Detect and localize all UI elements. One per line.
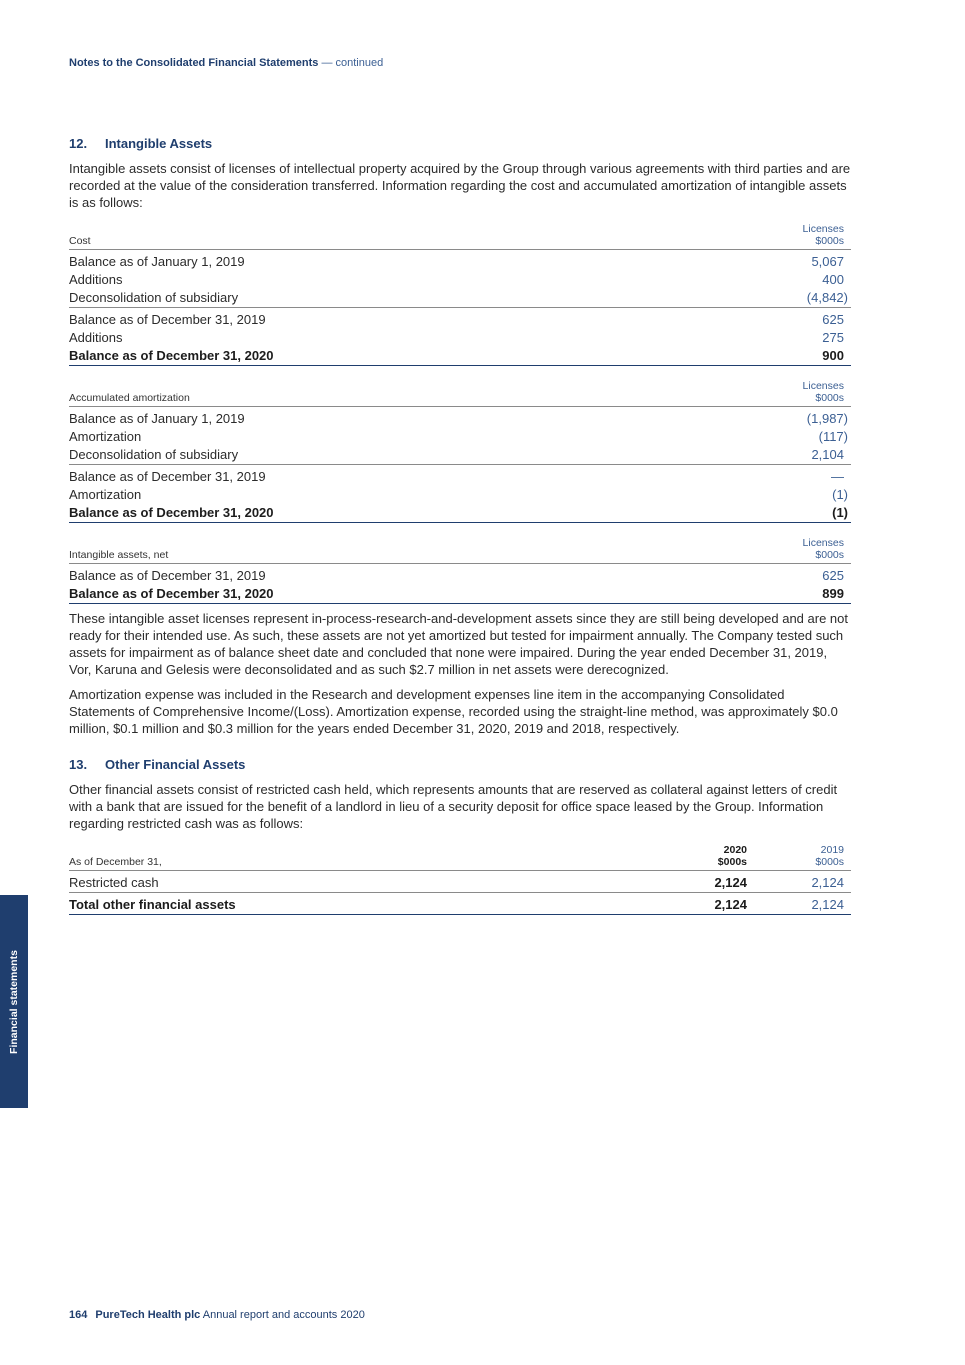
table-row: Balance as of December 31, 2019 625 <box>69 568 844 583</box>
table-row: Additions 400 <box>69 272 844 287</box>
table-row: Balance as of December 31, 2019 — <box>69 469 844 484</box>
running-header <box>69 57 383 69</box>
page-number: 164 <box>69 1309 88 1321</box>
table-row: Balance as of January 1, 2019 5,067 <box>69 254 844 269</box>
table-row: Deconsolidation of subsidiary 2,104 <box>69 446 851 465</box>
section-12-paragraph-1: These intangible asset licenses represent in-process-research-and-development assets since they are still being developed and are not ready for their intended use. As such, these assets are not yet amortized but tested for impairment annually. The Company tested such assets for impairment as of balance sheet date and concluded that none were impaired. During the year ended December 31, 2019, Vor, Karuna and Gelesis were deconsolidated and as such $2.7 million in net assets were derecognized. <box>69 611 848 677</box>
amortization-label: Accumulated amortization <box>69 376 754 407</box>
net-label: Intangible assets, net <box>69 533 754 564</box>
section-13-heading <box>69 757 851 772</box>
table-row: Amortization (117) <box>69 429 848 444</box>
section-13-title: Other Financial Assets <box>105 757 246 772</box>
side-tab-label: Financial statements <box>8 949 20 1054</box>
table-row: Amortization (1) <box>69 487 848 502</box>
table-row: Balance as of December 31, 2019 625 <box>69 312 844 327</box>
page-footer <box>69 1309 365 1321</box>
table-total-row: Balance as of December 31, 2020 900 <box>69 347 851 366</box>
table-total-row: Balance as of December 31, 2020 899 <box>69 585 851 604</box>
table-total-row: Total other financial assets 2,124 2,124 <box>69 893 851 915</box>
table-header <box>69 533 851 564</box>
page-content <box>69 136 851 915</box>
cost-label: Cost <box>69 219 754 250</box>
section-12-intro: Intangible assets consist of licenses of intellectual property acquired by the Group through various agreements with third parties and are recorded at the value of the consideration transferred. Information regarding the cost and accumulated amortization of intangible assets is as follows: <box>69 161 851 210</box>
column-header: Licenses $000s <box>754 533 851 564</box>
net-intangibles-table <box>69 533 851 604</box>
other-financial-assets-table <box>69 840 851 915</box>
header-suffix: — continued <box>321 57 384 69</box>
table-row: Deconsolidation of subsidiary (4,842) <box>69 289 851 308</box>
table-header <box>69 840 851 871</box>
column-header: Licenses $000s <box>754 219 851 250</box>
header-title: Notes to the Consolidated Financial Statements <box>69 57 319 69</box>
table-total-row: Balance as of December 31, 2020 (1) <box>69 504 851 523</box>
section-12-number: 12. <box>69 136 88 151</box>
section-13-intro: Other financial assets consist of restricted cash held, which represents amounts that are reserved as collateral against letters of credit with a bank that are issued for the benefit of a landlord in lieu of a security deposit for office space leased by the Group. Information regarding restricted cash was as follows: <box>69 782 838 831</box>
section-side-tab[interactable] <box>0 895 28 1108</box>
as-of-label: As of December 31, <box>69 840 657 871</box>
footer-document: Annual report and accounts 2020 <box>202 1309 365 1321</box>
footer-company: PureTech Health plc <box>95 1309 201 1321</box>
section-13-number: 13. <box>69 757 88 772</box>
section-12-heading <box>69 136 851 151</box>
column-header-2019: 2019 $000s <box>754 840 851 871</box>
table-row: Restricted cash 2,124 2,124 <box>69 871 851 893</box>
amortization-table <box>69 376 851 523</box>
section-12-paragraph-2: Amortization expense was included in the Research and development expenses line item in the accompanying Consolidated Statements of Comprehensive Income/(Loss). Amortization expense, recorded using the straight-line method, was approximately $0.0 million, $0.1 million and $0.3 million for the years ended December 31, 2020, 2019 and 2018, respectively. <box>69 687 838 736</box>
table-row: Balance as of January 1, 2019 (1,987) <box>69 411 848 426</box>
table-header <box>69 219 851 250</box>
column-header-2020: 2020 $000s <box>657 840 754 871</box>
section-12-title: Intangible Assets <box>105 136 213 151</box>
table-row: Additions 275 <box>69 330 844 345</box>
cost-table <box>69 219 851 366</box>
column-header: Licenses $000s <box>754 376 851 407</box>
table-header <box>69 376 851 407</box>
